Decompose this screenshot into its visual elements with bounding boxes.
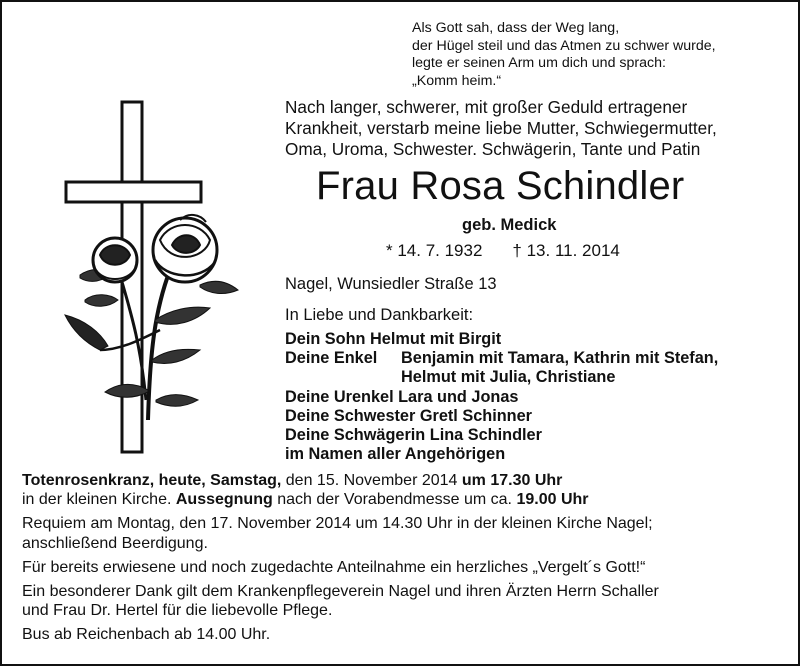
birth-date: * 14. 7. 1932	[386, 241, 483, 260]
death-date: † 13. 11. 2014	[512, 241, 620, 260]
rosary-date: den 15. November 2014	[281, 472, 462, 489]
special-thanks-line: und Frau Dr. Hertel für die liebevolle Pflege.	[22, 602, 333, 620]
bus-line: Bus ab Reichenbach ab 14.00 Uhr.	[22, 626, 271, 644]
quote-line: „Komm heim.“	[412, 72, 502, 89]
quote-line: der Hügel steil und das Atmen zu schwer wurde,	[412, 37, 716, 54]
requiem-line: Requiem am Montag, den 17. November 2014 um 14.30 Uhr in der kleinen Kirche Nagel;	[22, 515, 653, 533]
intro-line: Oma, Uroma, Schwester. Schwägerin, Tante und Patin	[285, 139, 701, 159]
mourners-intro: In Liebe und Dankbarkeit:	[285, 306, 474, 324]
blessing-line	[22, 490, 659, 509]
intro-text	[285, 97, 717, 160]
blessing-start: in der kleinen Kirche.	[22, 491, 176, 509]
service-details	[22, 471, 659, 645]
mourner-value: Helmut mit Julia, Christiane	[401, 368, 616, 387]
quote-line: legte er seinen Arm um dich und sprach:	[412, 55, 666, 71]
rosary-line	[22, 471, 659, 490]
mourner-label: Deine Schwägerin Lina Schindler	[285, 425, 542, 444]
life-dates	[386, 241, 620, 261]
mourner-label: Deine Enkel	[285, 349, 378, 368]
rosary-time: um 17.30 Uhr	[461, 472, 563, 489]
mourner-label: Deine Schwester Gretl Schinner	[285, 406, 533, 425]
blessing-time: 19.00 Uhr	[516, 491, 589, 509]
thanks-line: Für bereits erwiesene und noch zugedachte Anteilnahme ein herzliches „Vergelt´s Gott!“	[22, 558, 646, 576]
special-thanks-line: Ein besonderer Dank gilt dem Krankenpflegeverein Nagel und ihren Ärzten Herrn Schaller	[22, 583, 659, 601]
rosary-title: Totenrosenkranz, heute, Samstag,	[22, 472, 282, 489]
cross-with-roses-icon	[60, 100, 260, 465]
mourner-label: im Namen aller Angehörigen	[285, 445, 506, 464]
blessing-word: Aussegnung	[175, 491, 273, 509]
quote-line: Als Gott sah, dass der Weg lang,	[412, 20, 620, 36]
maiden-name: geb. Medick	[462, 216, 557, 234]
blessing-mid: nach der Vorabendmesse um ca.	[272, 491, 517, 509]
mourner-label: Deine Urenkel Lara und Jonas	[285, 387, 519, 406]
intro-line: Nach langer, schwerer, mit großer Geduld ertragener	[285, 97, 688, 117]
requiem-line: anschließend Beerdigung.	[22, 534, 208, 552]
mourner-label: Dein Sohn Helmut mit Birgit	[285, 330, 502, 348]
intro-line: Krankheit, verstarb meine liebe Mutter, Schwiegermutter,	[285, 118, 717, 138]
mourner-value: Benjamin mit Tamara, Kathrin mit Stefan,	[401, 349, 719, 368]
address: Nagel, Wunsiedler Straße 13	[285, 275, 497, 293]
deceased-name: Frau Rosa Schindler	[316, 164, 685, 208]
quote-block	[412, 20, 716, 90]
